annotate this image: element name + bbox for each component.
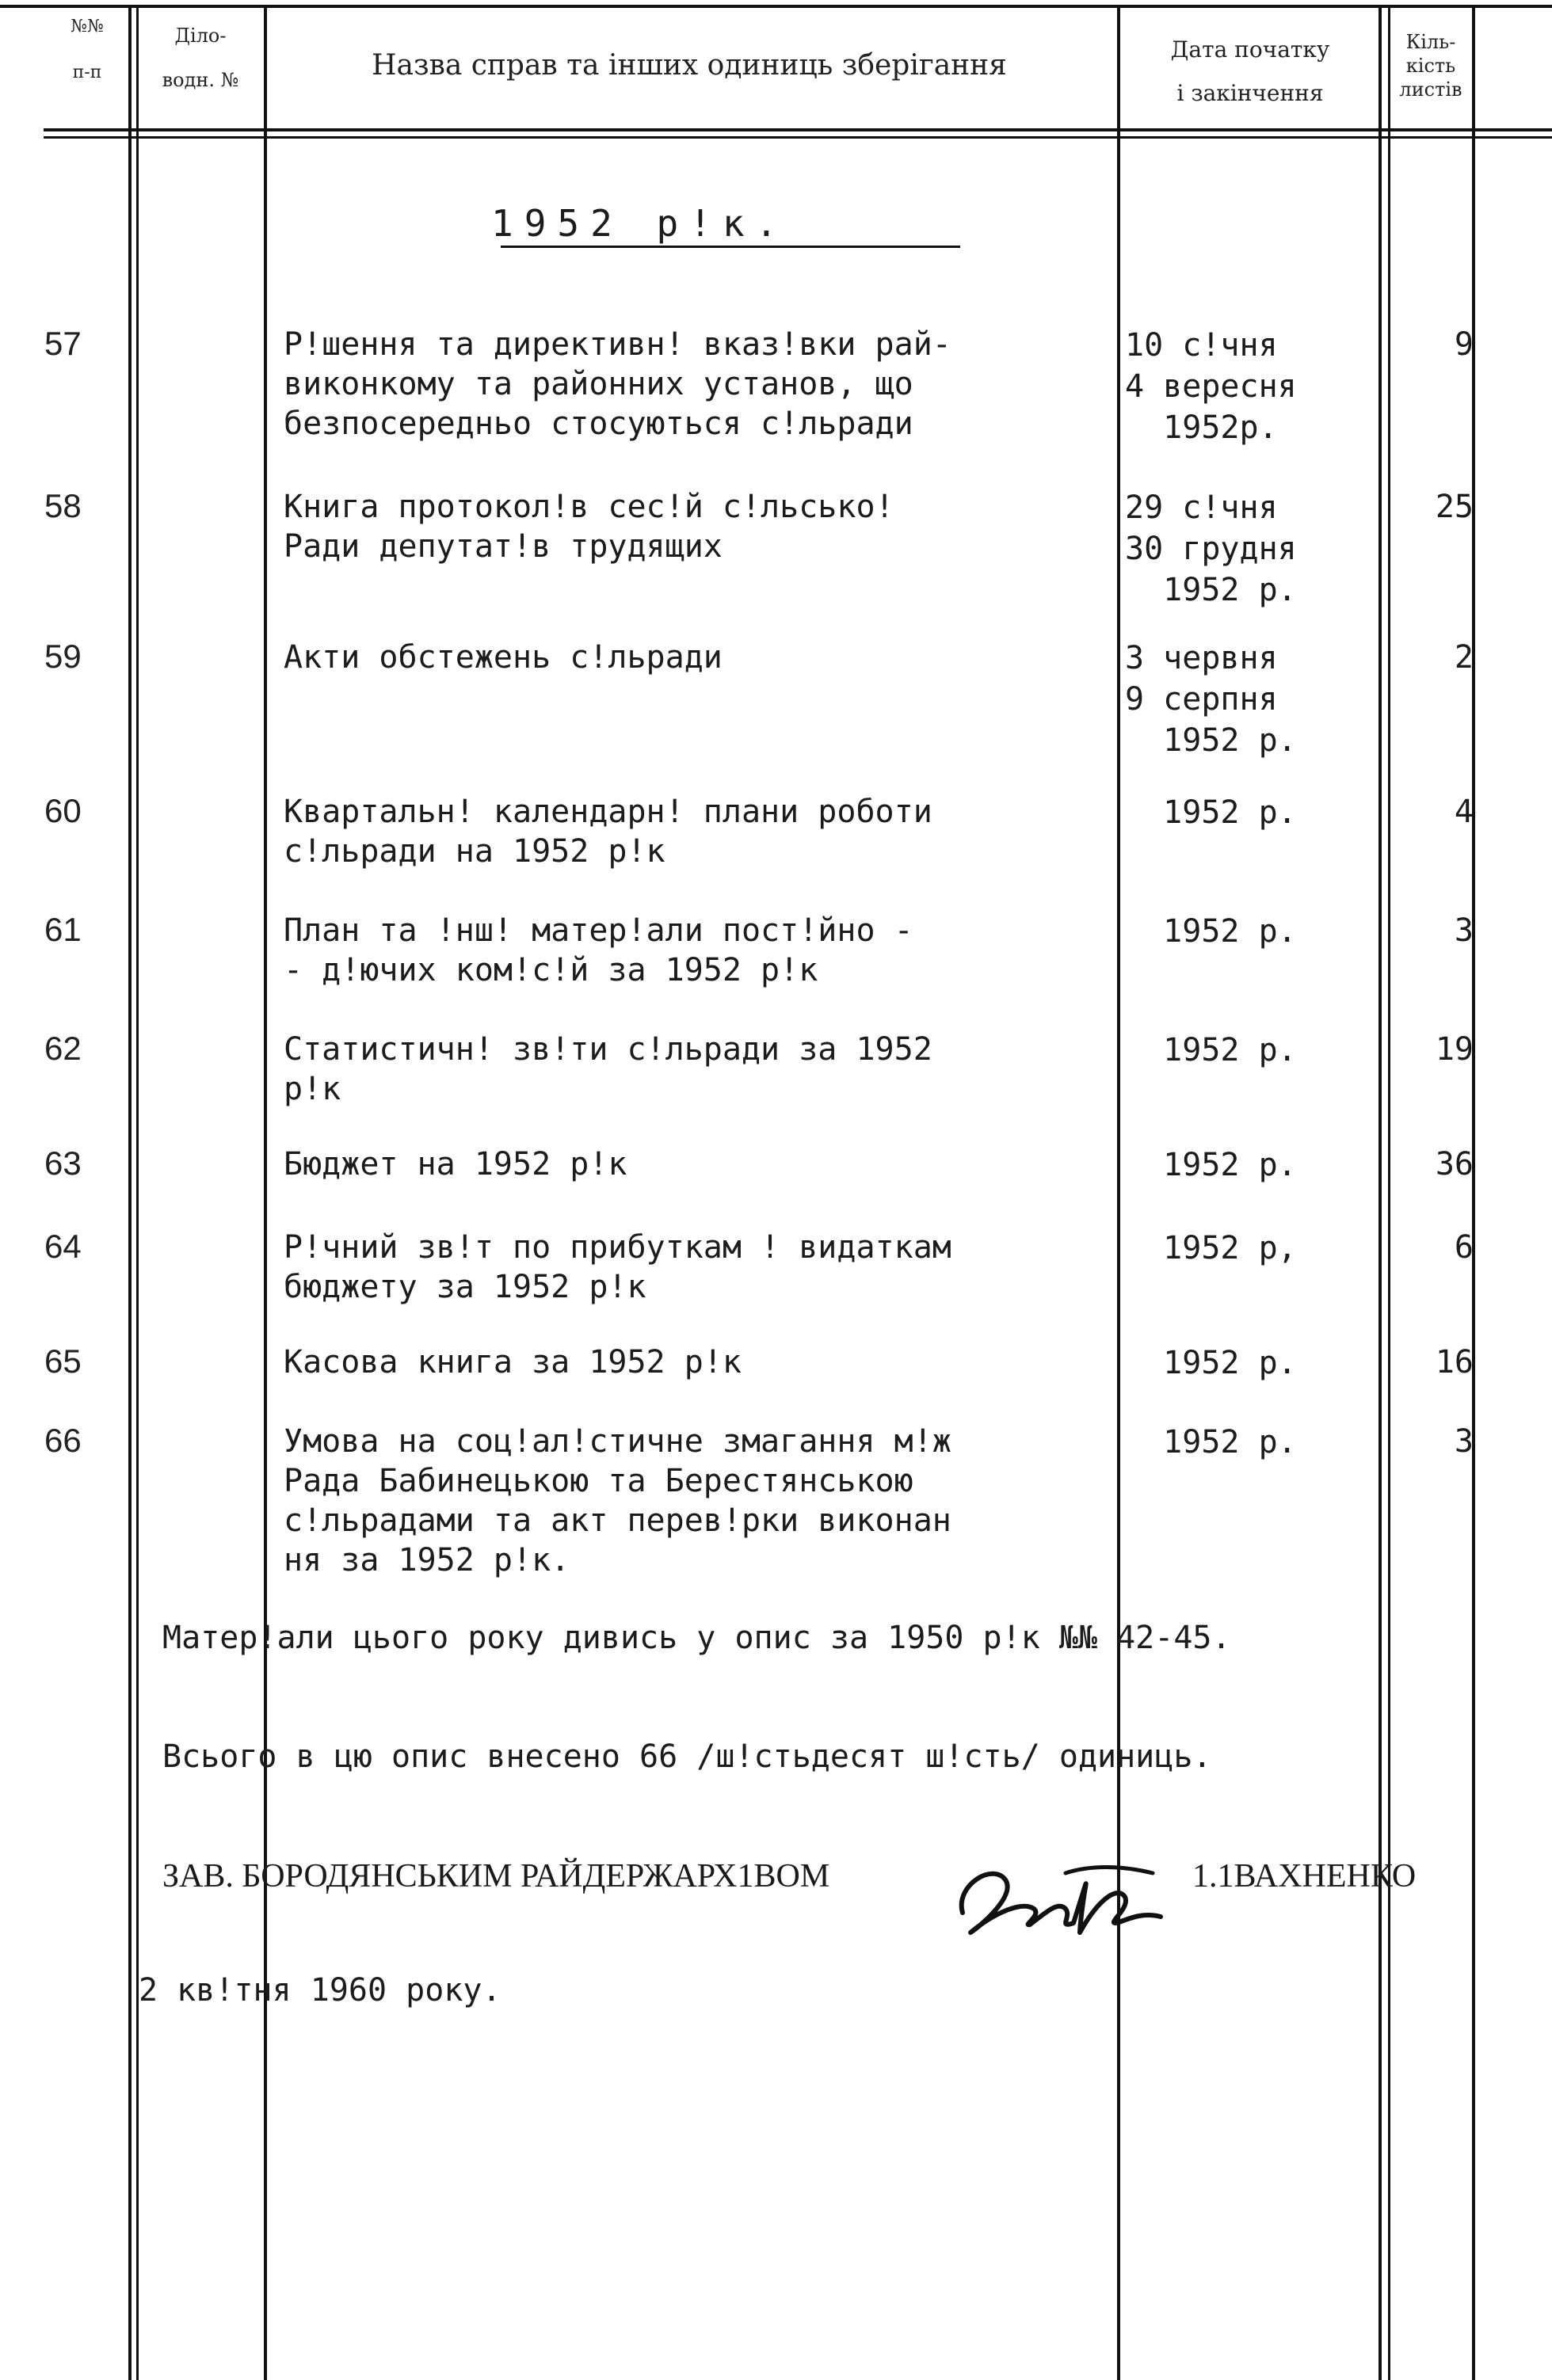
row-number: 59	[44, 638, 82, 675]
row-number: 58	[44, 487, 82, 524]
header-bottom-rule	[44, 128, 1552, 131]
document-date: 2 кв!тня 1960 року.	[139, 1972, 501, 2009]
materials-note: Матер!али цього року дивись у опис за 1950 р!к №№ 42-45.	[162, 1620, 1231, 1656]
col-rule-1	[128, 8, 132, 2380]
row-title: Статистичн! зв!ти с!льради за 1952 р!к	[284, 1031, 932, 1107]
row-number: 66	[44, 1422, 82, 1459]
row-dates: 1952 р.	[1125, 913, 1297, 950]
row-sheets: 25	[1435, 489, 1474, 525]
col-rule-1b	[136, 8, 139, 2380]
year-heading: 1952 р!к.	[491, 202, 789, 245]
row-sheets: 6	[1454, 1229, 1474, 1266]
row-number: 63	[44, 1144, 82, 1182]
header-title: Назва справ та інших одиниць зберігання	[372, 49, 1007, 82]
row-dates: 1952 р.	[1125, 1424, 1297, 1460]
row-sheets: 36	[1435, 1146, 1474, 1182]
header-office-number: Діло- водн. №	[162, 25, 239, 91]
row-number: 60	[44, 792, 82, 829]
total-note: Всього в цю опис внесено 66 /ш!стьдесят ш!сть/ одиниць.	[162, 1738, 1212, 1775]
header-dates: Дата початку і закінчення	[1170, 36, 1330, 106]
row-title: Р!чний зв!т по прибуткам ! видаткам бюджету за 1952 р!к	[284, 1229, 951, 1305]
row-sheets: 2	[1454, 639, 1474, 676]
year-heading-underline	[501, 246, 960, 248]
row-number: 65	[44, 1342, 82, 1380]
row-number: 57	[44, 325, 82, 362]
signatory-name: 1.1ВАХНЕНКО	[1192, 1858, 1417, 1894]
row-title: Бюджет на 1952 р!к	[284, 1146, 627, 1182]
row-title: Р!шення та директивн! вказ!вки рай- виконкому та районних установ, що безпосередньо стосуються с!льради	[284, 326, 951, 442]
row-number: 64	[44, 1228, 82, 1265]
row-dates: 1952 р.	[1125, 1032, 1297, 1068]
row-dates: 1952 р.	[1125, 1345, 1297, 1381]
signatory-title: ЗАВ. БОРОДЯНСЬКИМ РАЙДЕРЖАРХ1ВОМ	[162, 1858, 830, 1894]
row-sheets: 3	[1454, 1423, 1474, 1460]
row-dates: 3 червня 9 серпня 1952 р.	[1125, 640, 1297, 759]
table-top-rule	[0, 5, 1552, 8]
row-title: Книга протокол!в сес!й с!льсько! Ради депутат!в трудящих	[284, 489, 894, 565]
col-rule-4	[1378, 8, 1382, 2380]
row-title: Акти обстежень с!льради	[284, 639, 723, 676]
row-dates: 1952 р,	[1125, 1230, 1297, 1266]
row-dates: 1952 р.	[1125, 1147, 1297, 1183]
row-sheets: 9	[1454, 326, 1474, 363]
signature-mark	[947, 1837, 1184, 1956]
row-title: Квартальн! календарн! плани роботи с!льради на 1952 р!к	[284, 794, 932, 870]
row-sheets: 16	[1435, 1344, 1474, 1380]
row-title: Касова книга за 1952 р!к	[284, 1344, 742, 1380]
col-rule-3	[1117, 8, 1120, 2380]
col-rule-2	[264, 8, 267, 2380]
row-sheets: 19	[1435, 1031, 1474, 1068]
header-number: №№ п-п	[71, 17, 104, 82]
header-bottom-rule-2	[44, 136, 1552, 139]
row-dates: 29 с!чня 30 грудня 1952 р.	[1125, 489, 1297, 608]
row-dates: 1952 р.	[1125, 794, 1297, 831]
col-rule-4b	[1388, 8, 1390, 2380]
row-number: 61	[44, 911, 82, 948]
row-sheets: 3	[1454, 912, 1474, 949]
row-title: План та !нш! матер!али пост!йно - - д!ючих ком!с!й за 1952 р!к	[284, 912, 913, 988]
header-sheets: Кіль- кість листів	[1399, 31, 1462, 101]
row-number: 62	[44, 1030, 82, 1067]
row-dates: 10 с!чня 4 вересня 1952р.	[1125, 327, 1297, 446]
row-title: Умова на соц!ал!стичне змагання м!ж Рада Бабинецькою та Берестянською с!льрадами та акт перев!рки виконан ня за 1952 р!к.	[284, 1423, 951, 1578]
row-sheets: 4	[1454, 794, 1474, 830]
